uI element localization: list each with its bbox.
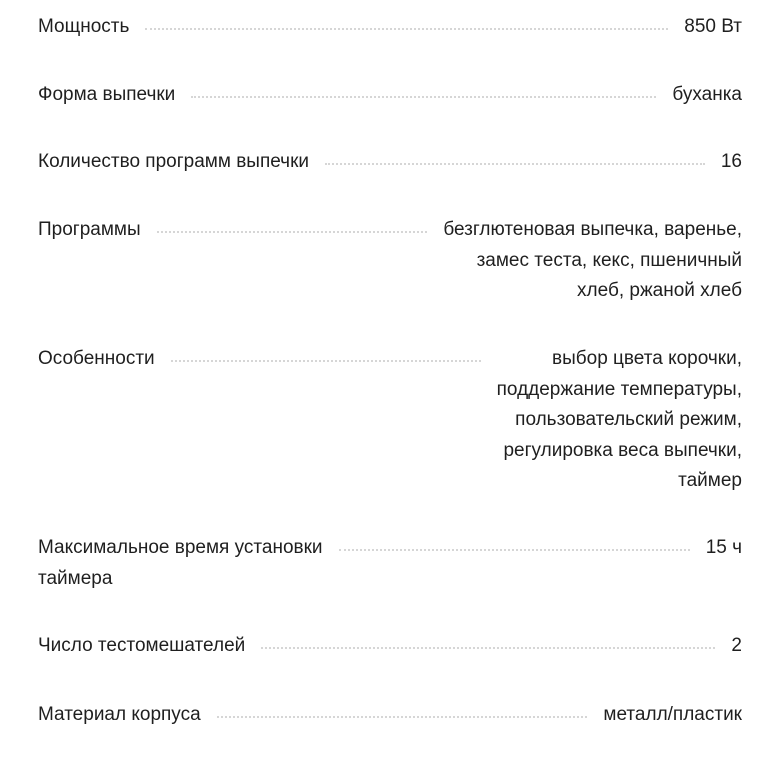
spec-row-body-material <box>38 700 742 731</box>
dotted-leader <box>145 12 668 30</box>
spec-value <box>497 344 742 497</box>
spec-value-line: поддержание температуры, <box>496 378 742 400</box>
spec-label: Программы <box>38 219 141 240</box>
dotted-leader <box>171 344 481 362</box>
spec-value-line: выбор цвета корочки, <box>552 348 742 369</box>
spec-value <box>443 215 742 307</box>
spec-value-line: замес теста, кекс, пшеничный <box>476 249 742 271</box>
spec-row-kneaders <box>38 631 742 662</box>
dotted-leader <box>157 215 428 233</box>
spec-value: буханка <box>672 84 742 105</box>
spec-row-baking-shape <box>38 80 742 111</box>
spec-row-power <box>38 12 742 43</box>
dotted-leader <box>339 533 690 551</box>
spec-value-line: пользовательский режим, <box>515 409 742 430</box>
spec-value-line: хлеб, ржаной хлеб <box>577 280 742 301</box>
spec-value: 2 <box>731 635 742 656</box>
dotted-leader <box>217 700 588 718</box>
spec-value-line: безглютеновая выпечка, варенье, <box>443 219 742 240</box>
spec-label-line: таймера <box>38 567 113 589</box>
spec-label: Особенности <box>38 348 155 369</box>
spec-label: Число тестомешателей <box>38 635 246 656</box>
dotted-leader <box>261 631 715 649</box>
spec-row-timer-max <box>38 533 742 594</box>
spec-label <box>38 533 323 594</box>
spec-label-line: Максимальное время установки <box>38 537 323 558</box>
spec-value-line: таймер <box>678 470 742 491</box>
spec-row-programs <box>38 215 742 307</box>
spec-value: 15 ч <box>705 537 742 558</box>
spec-value-line: регулировка веса выпечки, <box>503 439 742 461</box>
spec-label: Количество программ выпечки <box>38 151 310 172</box>
spec-value: металл/пластик <box>603 704 742 725</box>
spec-label: Мощность <box>38 16 130 37</box>
dotted-leader <box>325 147 705 165</box>
spec-row-program-count <box>38 147 742 178</box>
spec-row-features <box>38 344 742 497</box>
dotted-leader <box>191 80 656 98</box>
spec-label: Форма выпечки <box>38 84 176 105</box>
spec-label: Материал корпуса <box>38 704 201 725</box>
spec-value: 16 <box>720 151 742 172</box>
spec-value: 850 Вт <box>684 16 742 37</box>
